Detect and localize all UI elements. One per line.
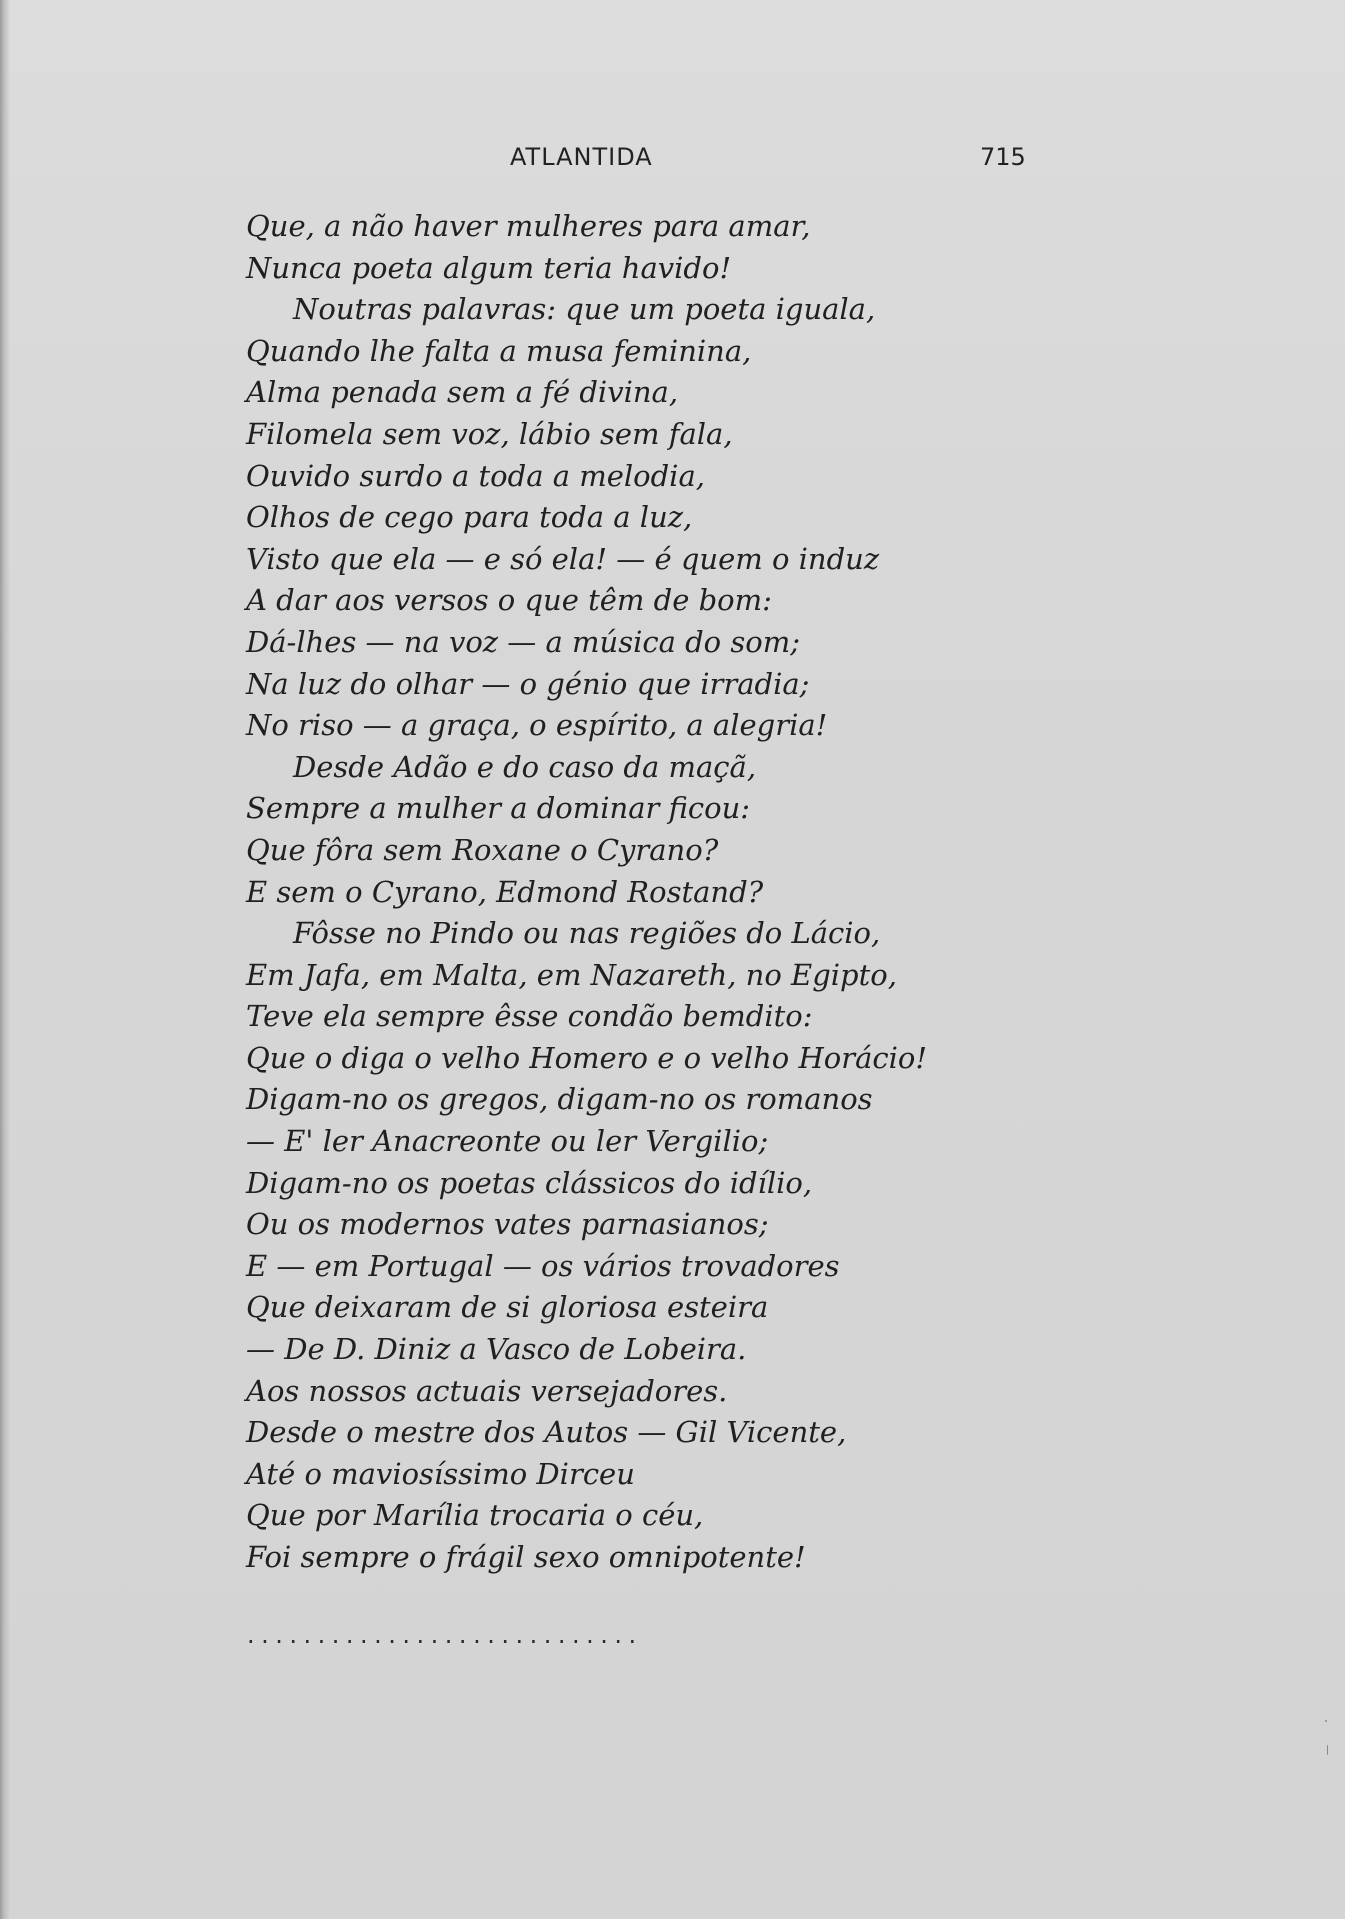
poem-line: Ouvido surdo a toda a melodia, bbox=[246, 458, 705, 493]
poem-line: A dar aos versos o que têm de bom: bbox=[246, 583, 772, 618]
poem-line: Teve ela sempre êsse condão bemdito: bbox=[246, 999, 813, 1034]
poem-line: Alma penada sem a fé divina, bbox=[246, 375, 679, 410]
poem-line: Nunca poeta algum teria havido! bbox=[246, 250, 732, 285]
poem-line: Visto que ela — e só ela! — é quem o induz bbox=[246, 541, 880, 576]
page-number: 715 bbox=[980, 143, 1026, 171]
poem-line: Foi sempre o frágil sexo omnipotente! bbox=[246, 1540, 806, 1574]
poem-line: Desde o mestre dos Autos — Gil Vicente, bbox=[246, 1415, 847, 1450]
poem-line: — De D. Diniz a Vasco de Lobeira. bbox=[246, 1332, 747, 1367]
poem-line: Digam-no os poetas clássicos do idílio, bbox=[246, 1165, 813, 1200]
poem-line: Dá-lhes — na voz — a música do som; bbox=[246, 624, 800, 659]
poem-line: Que deixaram de si gloriosa esteira bbox=[246, 1290, 769, 1325]
poem-line: Que fôra sem Roxane o Cyrano? bbox=[246, 832, 719, 867]
poem-line: Olhos de cego para toda a luz, bbox=[246, 500, 693, 535]
poem-line: Noutras palavras: que um poeta iguala, bbox=[293, 292, 876, 327]
poem-line: Quando lhe falta a musa feminina, bbox=[246, 333, 752, 368]
running-header-title: ATLANTIDA bbox=[510, 143, 653, 171]
poem-line: E sem o Cyrano, Edmond Rostand? bbox=[246, 874, 764, 909]
poem-line: Que por Marília trocaria o céu, bbox=[246, 1498, 704, 1533]
poem-line: Ou os modernos vates parnasianos; bbox=[246, 1207, 769, 1242]
poem-line: Desde Adão e do caso da maçã, bbox=[293, 749, 757, 784]
poem-line: Que o diga o velho Homero e o velho Horácio! bbox=[246, 1040, 927, 1075]
poem-line: Na luz do olhar — o génio que irradia; bbox=[246, 666, 810, 701]
poem-line: Digam-no os gregos, digam-no os romanos bbox=[246, 1082, 873, 1117]
poem-line: Fôsse no Pindo ou nas regiões do Lácio, bbox=[293, 916, 881, 951]
paper-mark bbox=[1327, 1745, 1328, 1755]
page-edge-shadow bbox=[0, 0, 10, 1919]
poem-line: No riso — a graça, o espírito, a alegria! bbox=[246, 708, 828, 743]
poem-line: E — em Portugal — os vários trovadores bbox=[246, 1248, 840, 1283]
poem-line: — E' ler Anacreonte ou ler Vergilio; bbox=[246, 1124, 769, 1159]
poem-line: Filomela sem voz, lábio sem fala, bbox=[246, 416, 733, 451]
poem-line: Sempre a mulher a dominar ficou: bbox=[246, 791, 751, 826]
poem-line: Aos nossos actuais versejadores. bbox=[246, 1373, 728, 1408]
paper-speck bbox=[1325, 1720, 1327, 1722]
poem-line: Até o maviosíssimo Dirceu bbox=[246, 1456, 635, 1491]
poem-line: Que, a não haver mulheres para amar, bbox=[246, 209, 811, 243]
poem-line: Em Jafa, em Malta, em Nazareth, no Egipto, bbox=[246, 957, 897, 992]
poem-body bbox=[246, 206, 986, 1579]
ellipsis-divider: ............................ bbox=[247, 1621, 643, 1649]
